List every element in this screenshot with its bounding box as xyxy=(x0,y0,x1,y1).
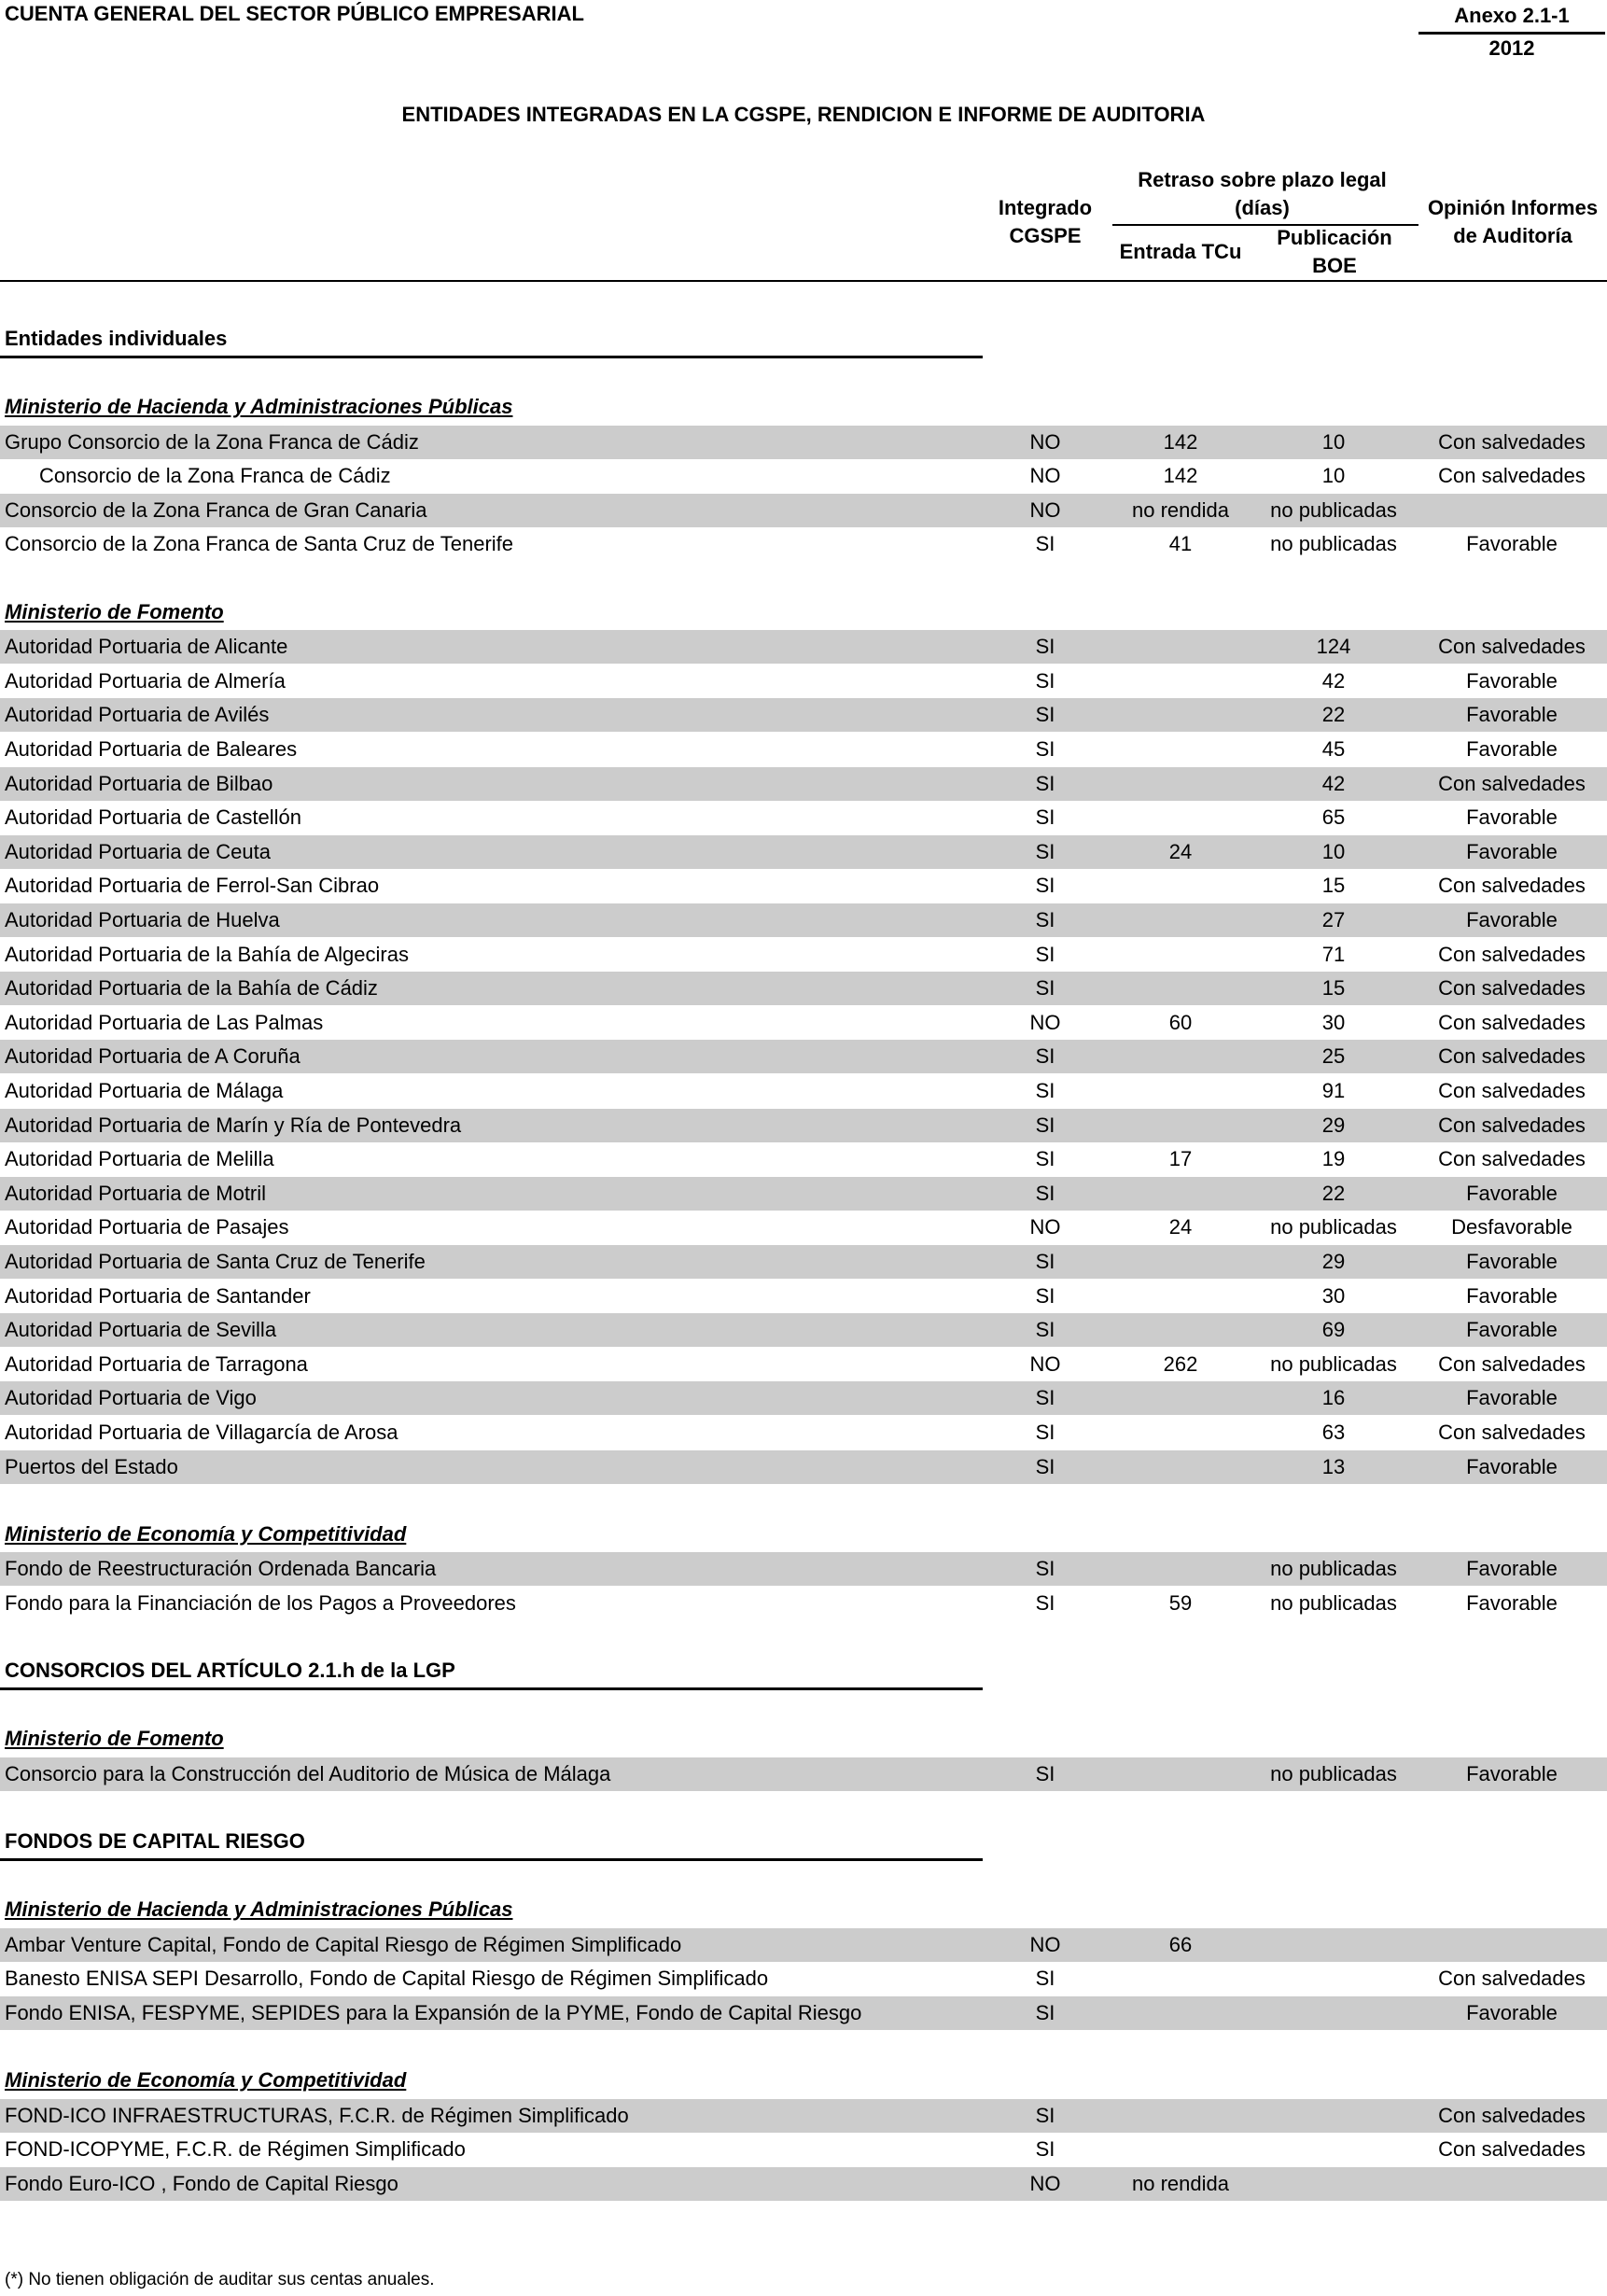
entity-name-cell: Autoridad Portuaria de Huelva xyxy=(5,908,280,931)
footnote: (*) No tienen obligación de auditar sus centas anuales. xyxy=(5,2270,435,2289)
entrada-tcu-cell xyxy=(1111,665,1251,698)
table-row xyxy=(0,2099,1607,2133)
table-row xyxy=(0,1348,1607,1381)
publicacion-boe-cell: 65 xyxy=(1321,805,1346,830)
opinion-cell: Favorable xyxy=(1466,2000,1558,2024)
integrado-cell: NO xyxy=(1029,497,1061,522)
header-rule xyxy=(0,280,1607,282)
annex-label: Anexo 2.1-1 xyxy=(1418,2,1605,35)
entrada-tcu-cell: 66 xyxy=(1168,1932,1193,1956)
entrada-tcu-cell xyxy=(1111,1757,1251,1791)
entity-name-cell: Autoridad Portuaria de la Bahía de Cádiz xyxy=(5,976,378,1001)
integrado-cell: SI xyxy=(1035,1557,1055,1581)
opinion-cell xyxy=(1418,494,1605,527)
integrado-cell: SI xyxy=(1035,737,1055,761)
integrado-cell: SI xyxy=(1035,805,1055,830)
entity-name-cell: Autoridad Portuaria de Avilés xyxy=(5,703,270,727)
ministry-heading: Ministerio de Fomento xyxy=(5,599,224,623)
publicacion-boe-cell: 63 xyxy=(1321,1421,1346,1444)
entrada-tcu-cell xyxy=(1111,972,1251,1005)
integrado-cell: NO xyxy=(1029,464,1061,488)
entity-name-cell: Grupo Consorcio de la Zona Franca de Cádiz xyxy=(5,429,419,454)
table-row xyxy=(0,1142,1607,1176)
opinion-cell: Favorable xyxy=(1466,1386,1558,1410)
section-underline xyxy=(0,1687,983,1690)
entity-name-cell: Autoridad Portuaria de Alicante xyxy=(5,635,288,659)
opinion-cell: Favorable xyxy=(1466,737,1558,761)
opinion-cell: Con salvedades xyxy=(1438,1079,1586,1102)
opinion-cell: Favorable xyxy=(1466,532,1558,556)
entity-name-cell: Autoridad Portuaria de Pasajes xyxy=(5,1215,289,1239)
integrado-cell: SI xyxy=(1035,1421,1055,1444)
publicacion-boe-cell: 13 xyxy=(1321,1454,1346,1478)
publicacion-boe-cell: 30 xyxy=(1321,1010,1346,1034)
col-opinion-header: Opinión Informes de Auditoría xyxy=(1427,196,1599,247)
integrado-cell: SI xyxy=(1035,1318,1055,1342)
opinion-cell: Favorable xyxy=(1466,1557,1558,1581)
entity-name-cell: Consorcio de la Zona Franca de Cádiz xyxy=(39,464,391,488)
opinion-cell: Favorable xyxy=(1466,839,1558,863)
section-underline xyxy=(0,1858,983,1861)
entity-name-cell: Puertos del Estado xyxy=(5,1454,178,1478)
publicacion-boe-cell: 10 xyxy=(1321,429,1346,454)
col-publicacion-header: Publicación BOE xyxy=(1277,226,1392,277)
entity-name-cell: Fondo ENISA, FESPYME, SEPIDES para la Expansión de la PYME, Fondo de Capital Riesgo xyxy=(5,2000,862,2024)
integrado-cell: SI xyxy=(1035,2000,1055,2024)
report-year: 2012 xyxy=(1488,36,1535,60)
opinion-cell: Con salvedades xyxy=(1438,1967,1586,1991)
table-row xyxy=(0,1450,1607,1484)
table-row xyxy=(0,1313,1607,1347)
integrado-cell: SI xyxy=(1035,1591,1055,1615)
entity-name-cell: Autoridad Portuaria de Santander xyxy=(5,1283,311,1308)
integrado-cell: SI xyxy=(1035,874,1055,898)
table-row xyxy=(0,1996,1607,2030)
table-row xyxy=(0,426,1607,459)
entrada-tcu-cell xyxy=(1111,1450,1251,1484)
entity-name-cell: Autoridad Portuaria de Almería xyxy=(5,668,286,693)
publicacion-boe-cell: 10 xyxy=(1321,464,1346,488)
entrada-tcu-cell xyxy=(1111,698,1251,732)
opinion-cell: Con salvedades xyxy=(1438,1147,1586,1171)
table-row xyxy=(0,698,1607,732)
entity-name-cell: Autoridad Portuaria de Ceuta xyxy=(5,839,271,863)
entity-name-cell: Autoridad Portuaria de Bilbao xyxy=(5,771,273,795)
ministry-heading: Ministerio de Hacienda y Administraciones Públicas xyxy=(5,1897,513,1921)
publicacion-boe-cell: 71 xyxy=(1321,942,1346,966)
integrado-cell: SI xyxy=(1035,1283,1055,1308)
opinion-cell: Con salvedades xyxy=(1438,771,1586,795)
integrado-cell: SI xyxy=(1035,635,1055,659)
integrado-cell: SI xyxy=(1035,2137,1055,2162)
entrada-tcu-cell xyxy=(1111,1040,1251,1073)
entity-name-cell: Autoridad Portuaria de Villagarcía de Arosa xyxy=(5,1421,398,1444)
opinion-cell: Desfavorable xyxy=(1451,1215,1572,1239)
opinion-cell: Con salvedades xyxy=(1438,1044,1586,1069)
entity-name-cell: Fondo para la Financiación de los Pagos a Proveedores xyxy=(5,1591,516,1615)
opinion-cell: Favorable xyxy=(1466,1454,1558,1478)
opinion-cell: Favorable xyxy=(1466,1591,1558,1615)
entrada-tcu-cell: 17 xyxy=(1168,1147,1193,1171)
opinion-cell: Con salvedades xyxy=(1438,464,1586,488)
integrado-cell: SI xyxy=(1035,942,1055,966)
integrado-cell: SI xyxy=(1035,1181,1055,1205)
opinion-cell: Con salvedades xyxy=(1438,429,1586,454)
integrado-cell: NO xyxy=(1029,1351,1061,1376)
table-row xyxy=(0,938,1607,972)
opinion-cell: Favorable xyxy=(1466,1283,1558,1308)
table-row xyxy=(0,801,1607,834)
entrada-tcu-cell: 142 xyxy=(1111,459,1251,493)
integrado-cell: SI xyxy=(1035,2103,1055,2127)
entrada-tcu-cell: 142 xyxy=(1163,429,1198,454)
integrado-cell: SI xyxy=(1035,1079,1055,1102)
publicacion-boe-cell xyxy=(1253,2133,1414,2166)
entity-name-cell: Banesto ENISA SEPI Desarrollo, Fondo de Capital Riesgo de Régimen Simplificado xyxy=(5,1967,769,1991)
publicacion-boe-cell: 42 xyxy=(1321,771,1346,795)
table-row xyxy=(0,972,1607,1005)
opinion-cell xyxy=(1418,1928,1605,1962)
opinion-cell: Con salvedades xyxy=(1438,874,1586,898)
col-entrada-header: Entrada TCu xyxy=(1119,240,1242,263)
table-row xyxy=(0,459,1607,493)
entity-name-cell: Fondo Euro-ICO , Fondo de Capital Riesgo xyxy=(5,2171,398,2195)
entrada-tcu-cell xyxy=(1111,630,1251,664)
entity-name-cell: Consorcio para la Construcción del Auditorio de Música de Málaga xyxy=(5,1761,611,1785)
entity-name-cell: Fondo de Reestructuración Ordenada Bancaria xyxy=(5,1557,437,1581)
integrado-cell: SI xyxy=(1035,532,1055,556)
integrado-cell: SI xyxy=(1035,976,1055,1001)
entrada-tcu-cell xyxy=(1111,1552,1251,1586)
entrada-tcu-cell: 41 xyxy=(1168,532,1193,556)
entrada-tcu-cell: no rendida xyxy=(1132,497,1229,522)
publicacion-boe-cell: 91 xyxy=(1321,1079,1346,1102)
publicacion-boe-cell: 25 xyxy=(1321,1044,1346,1069)
entity-name-cell: Autoridad Portuaria de Vigo xyxy=(5,1386,257,1410)
opinion-cell: Favorable xyxy=(1466,1318,1558,1342)
table-row xyxy=(0,1040,1607,1073)
table-row xyxy=(0,835,1607,869)
entrada-tcu-cell xyxy=(1111,1416,1251,1449)
integrado-cell: NO xyxy=(1029,429,1061,454)
opinion-cell: Con salvedades xyxy=(1438,976,1586,1001)
integrado-cell: SI xyxy=(1035,1761,1055,1785)
entrada-tcu-cell: 24 xyxy=(1168,1215,1193,1239)
opinion-cell: Con salvedades xyxy=(1438,1421,1586,1444)
publicacion-boe-cell: no publicadas xyxy=(1270,1557,1397,1581)
entrada-tcu-cell xyxy=(1111,1280,1251,1313)
integrado-cell: SI xyxy=(1035,1113,1055,1137)
integrado-cell: SI xyxy=(1035,908,1055,931)
entrada-tcu-cell xyxy=(1111,1245,1251,1279)
entity-name-cell: FOND-ICO INFRAESTRUCTURAS, F.C.R. de Régimen Simplificado xyxy=(5,2103,629,2127)
publicacion-boe-cell: 42 xyxy=(1321,668,1346,693)
publicacion-boe-cell xyxy=(1253,1928,1414,1962)
entrada-tcu-cell xyxy=(1111,1074,1251,1108)
ministry-heading: Ministerio de Hacienda y Administraciones Públicas xyxy=(5,395,513,418)
opinion-cell: Con salvedades xyxy=(1438,2137,1586,2162)
table-row xyxy=(0,1552,1607,1586)
section-title: FONDOS DE CAPITAL RIESGO xyxy=(5,1829,305,1853)
entity-name-cell: Autoridad Portuaria de Baleares xyxy=(5,737,298,761)
entrada-tcu-cell xyxy=(1111,1962,1251,1995)
report-subtitle: ENTIDADES INTEGRADAS EN LA CGSPE, RENDICION E INFORME DE AUDITORIA xyxy=(401,103,1206,126)
publicacion-boe-cell: 15 xyxy=(1321,874,1346,898)
integrado-cell: SI xyxy=(1035,1250,1055,1273)
entrada-tcu-cell: 59 xyxy=(1168,1591,1193,1615)
entrada-tcu-cell xyxy=(1111,2099,1251,2133)
opinion-cell: Con salvedades xyxy=(1438,1010,1586,1034)
integrado-cell: SI xyxy=(1035,771,1055,795)
ministry-heading: Ministerio de Economía y Competitividad xyxy=(5,2068,407,2092)
entity-name-cell: Autoridad Portuaria de Melilla xyxy=(5,1147,274,1171)
publicacion-boe-cell: no publicadas xyxy=(1270,1351,1397,1376)
entrada-tcu-cell: 60 xyxy=(1168,1010,1193,1034)
entrada-tcu-cell xyxy=(1111,1381,1251,1415)
entity-name-cell: Autoridad Portuaria de Sevilla xyxy=(5,1318,277,1342)
entrada-tcu-cell: 262 xyxy=(1163,1351,1198,1376)
table-row xyxy=(0,1006,1607,1040)
entity-name-cell: Ambar Venture Capital, Fondo de Capital Riesgo de Régimen Simplificado xyxy=(5,1932,682,1956)
publicacion-boe-cell: 15 xyxy=(1321,976,1346,1001)
opinion-cell: Con salvedades xyxy=(1438,1113,1586,1137)
section-title: CONSORCIOS DEL ARTÍCULO 2.1.h de la LGP xyxy=(5,1659,455,1683)
entity-name-cell: Autoridad Portuaria de Motril xyxy=(5,1181,267,1205)
integrado-cell: NO xyxy=(1029,1010,1061,1034)
integrado-cell: SI xyxy=(1035,703,1055,727)
entity-name-cell: Autoridad Portuaria de la Bahía de Algeciras xyxy=(5,942,409,966)
table-row xyxy=(0,1962,1607,1995)
publicacion-boe-cell: 45 xyxy=(1321,737,1346,761)
entity-name-cell: Autoridad Portuaria de Castellón xyxy=(5,805,301,830)
entity-name-cell: Autoridad Portuaria de Las Palmas xyxy=(5,1010,324,1034)
publicacion-boe-cell: 27 xyxy=(1321,908,1346,931)
table-row xyxy=(0,1245,1607,1279)
entrada-tcu-cell: 24 xyxy=(1168,839,1193,863)
entity-name-cell: Autoridad Portuaria de Ferrol-San Cibrao xyxy=(5,874,380,898)
entity-name-cell: FOND-ICOPYME, F.C.R. de Régimen Simplificado xyxy=(5,2137,466,2162)
opinion-cell: Favorable xyxy=(1466,668,1558,693)
ministry-heading: Ministerio de Fomento xyxy=(5,1727,224,1751)
integrado-cell: SI xyxy=(1035,1967,1055,1991)
section-title: Entidades individuales xyxy=(5,327,228,350)
publicacion-boe-cell xyxy=(1253,2167,1414,2201)
publicacion-boe-cell xyxy=(1253,2099,1414,2133)
table-row xyxy=(0,1211,1607,1244)
entrada-tcu-cell: no rendida xyxy=(1132,2171,1229,2195)
publicacion-boe-cell: no publicadas xyxy=(1270,532,1397,556)
opinion-cell: Con salvedades xyxy=(1438,1351,1586,1376)
integrado-cell: SI xyxy=(1035,1386,1055,1410)
opinion-cell xyxy=(1418,2167,1605,2201)
integrado-cell: SI xyxy=(1035,839,1055,863)
integrado-cell: NO xyxy=(1029,2171,1061,2195)
opinion-cell: Favorable xyxy=(1466,703,1558,727)
publicacion-boe-cell: 30 xyxy=(1321,1283,1346,1308)
entrada-tcu-cell xyxy=(1111,767,1251,801)
publicacion-boe-cell: 29 xyxy=(1321,1250,1346,1273)
entrada-tcu-cell xyxy=(1111,869,1251,903)
publicacion-boe-cell: 29 xyxy=(1321,1113,1346,1137)
section-underline xyxy=(0,356,983,358)
table-row xyxy=(0,1109,1607,1142)
publicacion-boe-cell: 10 xyxy=(1321,839,1346,863)
col-integrado-header: Integrado CGSPE xyxy=(998,196,1093,247)
table-row xyxy=(0,1928,1607,1962)
entrada-tcu-cell xyxy=(1111,1177,1251,1211)
opinion-cell: Favorable xyxy=(1466,908,1558,931)
publicacion-boe-cell: 16 xyxy=(1321,1386,1346,1410)
entrada-tcu-cell xyxy=(1111,1313,1251,1347)
entrada-tcu-cell xyxy=(1111,2133,1251,2166)
publicacion-boe-cell: 69 xyxy=(1321,1318,1346,1342)
table-row xyxy=(0,903,1607,937)
table-row xyxy=(0,1177,1607,1211)
integrado-cell: SI xyxy=(1035,1044,1055,1069)
table-row xyxy=(0,2167,1607,2201)
integrado-cell: SI xyxy=(1035,1147,1055,1171)
table-row xyxy=(0,630,1607,664)
publicacion-boe-cell: 19 xyxy=(1321,1147,1346,1171)
opinion-cell: Favorable xyxy=(1466,1250,1558,1273)
entrada-tcu-cell xyxy=(1111,1996,1251,2030)
entrada-tcu-cell xyxy=(1111,801,1251,834)
entrada-tcu-cell xyxy=(1111,1109,1251,1142)
publicacion-boe-cell xyxy=(1253,1996,1414,2030)
publicacion-boe-cell: 22 xyxy=(1321,1181,1346,1205)
publicacion-boe-cell: no publicadas xyxy=(1270,497,1397,522)
entity-name-cell: Autoridad Portuaria de A Coruña xyxy=(5,1044,300,1069)
publicacion-boe-cell: no publicadas xyxy=(1270,1215,1397,1239)
table-row xyxy=(0,869,1607,903)
entity-name-cell: Autoridad Portuaria de Marín y Ría de Pontevedra xyxy=(5,1113,462,1137)
table-row xyxy=(0,1074,1607,1108)
publicacion-boe-cell xyxy=(1253,1962,1414,1995)
integrado-cell: SI xyxy=(1035,668,1055,693)
publicacion-boe-cell: 22 xyxy=(1321,703,1346,727)
table-row xyxy=(0,733,1607,766)
entity-name-cell: Consorcio de la Zona Franca de Santa Cruz de Tenerife xyxy=(5,532,514,556)
opinion-cell: Favorable xyxy=(1466,1761,1558,1785)
entrada-tcu-cell xyxy=(1111,903,1251,937)
entity-name-cell: Autoridad Portuaria de Málaga xyxy=(5,1079,284,1102)
opinion-cell: Favorable xyxy=(1466,1181,1558,1205)
entrada-tcu-cell xyxy=(1111,938,1251,972)
opinion-cell: Favorable xyxy=(1466,805,1558,830)
opinion-cell: Con salvedades xyxy=(1438,942,1586,966)
report-title: CUENTA GENERAL DEL SECTOR PÚBLICO EMPRESARIAL xyxy=(5,2,584,25)
entity-name-cell: Autoridad Portuaria de Santa Cruz de Tenerife xyxy=(5,1250,426,1273)
integrado-cell: NO xyxy=(1029,1215,1061,1239)
table-row xyxy=(0,1416,1607,1449)
table-row xyxy=(0,665,1607,698)
entrada-tcu-cell xyxy=(1111,733,1251,766)
table-row xyxy=(0,767,1607,801)
table-row xyxy=(0,1280,1607,1313)
table-row xyxy=(0,527,1607,561)
entity-name-cell: Autoridad Portuaria de Tarragona xyxy=(5,1351,308,1376)
opinion-cell: Con salvedades xyxy=(1438,2103,1586,2127)
entity-name-cell: Consorcio de la Zona Franca de Gran Canaria xyxy=(5,497,427,522)
integrado-cell: NO xyxy=(1029,1932,1061,1956)
opinion-cell: Con salvedades xyxy=(1438,635,1586,659)
table-row xyxy=(0,1757,1607,1791)
table-row xyxy=(0,494,1607,527)
table-row xyxy=(0,2133,1607,2166)
table-row xyxy=(0,1381,1607,1415)
ministry-heading: Ministerio de Economía y Competitividad xyxy=(5,1521,407,1546)
integrado-cell: SI xyxy=(1035,1454,1055,1478)
publicacion-boe-cell: 124 xyxy=(1316,635,1351,659)
table-row xyxy=(0,1587,1607,1620)
publicacion-boe-cell: no publicadas xyxy=(1270,1591,1397,1615)
publicacion-boe-cell: no publicadas xyxy=(1270,1761,1397,1785)
col-retraso-header: Retraso sobre plazo legal (días) xyxy=(1138,168,1387,219)
